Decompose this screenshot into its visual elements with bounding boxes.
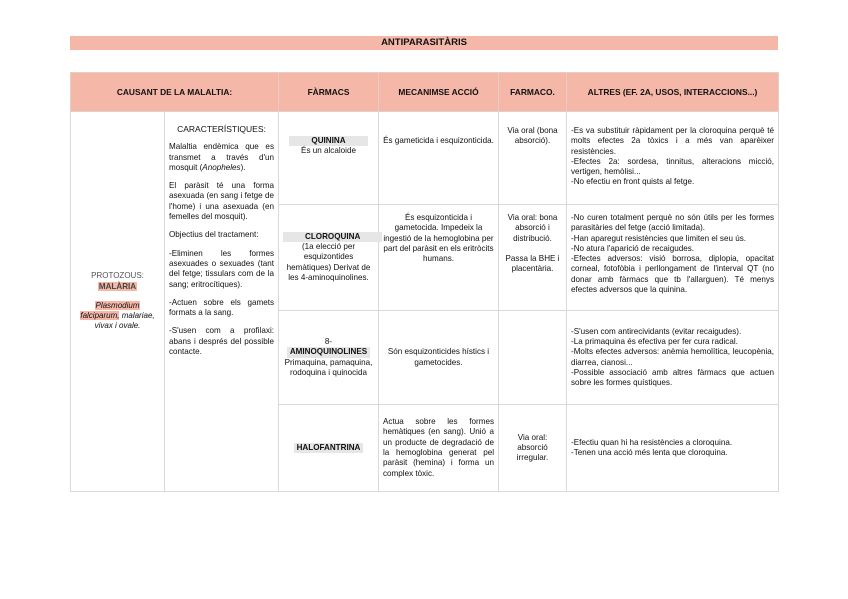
others-item: -La primaquina és efectiva per fer cura radical.	[571, 336, 738, 346]
pharmaco-cell	[499, 311, 567, 405]
pharmaco-text: Via oral: bona absorció i distribució.	[507, 213, 558, 243]
header-cause: CAUSANT DE LA MALALTIA:	[71, 73, 279, 112]
others-item: -Efectiu quan hi ha resistències a cloroquina.	[571, 437, 733, 447]
characteristics-cell	[165, 112, 279, 492]
page-title: ANTIPARASITÀRIS	[70, 36, 778, 50]
characteristics-title: CARACTERÍSTIQUES:	[177, 124, 266, 134]
header-drugs: FÀRMACS	[279, 73, 379, 112]
mechanism-cell: És esquizonticida i gametocida. Impedeix la ingestió de la hemoglobina per part del paràsit en els eritròcits humans.	[379, 205, 499, 311]
pharmaco-cell: Via oral (bona absorció).	[499, 112, 567, 205]
mechanism-cell: Són esquizonticides hístics i gametocides.	[379, 311, 499, 405]
pharmaco-cell	[499, 205, 567, 311]
header-row	[71, 73, 779, 112]
drug-cell	[279, 405, 379, 492]
cause-cell	[71, 112, 165, 492]
others-item: -Tenen una acció més lenta que cloroquina.	[571, 448, 728, 457]
drug-prefix: 8-	[324, 336, 333, 346]
others-item: -Han aparegut resistències que limiten el seu ús.	[571, 233, 747, 243]
species-main: Plasmodium falciparum,	[80, 300, 140, 321]
characteristics-p6: -S'usen com a profilaxi: abans i després del possible contacte.	[169, 326, 274, 357]
others-item: -No curen totalment perquè no són útils per les formes parasitàries del fetge (acció limitada).	[571, 213, 774, 233]
others-item: -Efectes adversos: visió borrosa, diplopia, opacitat corneal, fotofòbia i perllongament de l'interval QT (no donar amb fàrmacs que tb l'allarguen). Té menys efectes adversos que la quinina.	[571, 254, 774, 295]
drug-cell	[279, 205, 379, 311]
header-pharmaco: FARMACO.	[499, 73, 567, 112]
drug-note: És un alcaloide	[301, 146, 356, 156]
characteristics-p5: -Actuen sobre els gamets formats a la sang.	[169, 297, 274, 318]
mechanism-cell: És gameticida i esquizonticida.	[379, 112, 499, 205]
others-cell	[567, 112, 779, 205]
others-item: -No efectiu en front quists al fetge.	[571, 177, 695, 187]
characteristics-p2: El paràsit té una forma asexuada (en sang i fetge de l'home) i una asexuada (en femelles del mosquit).	[169, 181, 274, 222]
characteristics-p3: Objectius del tractament:	[169, 230, 259, 240]
characteristics-p4: -Eliminen les formes asexuades o sexuades (tant del fetge; tissulars com de la sang; eritrocítiques).	[169, 248, 274, 289]
others-item: -Efectes 2a: sordesa, tinnitus, alteracions micció, vertigen, hemòlisi...	[571, 156, 774, 177]
drug-note: (1a elecció per esquizontides hemàtiques) Derivat de les 4-aminoquinolines.	[286, 242, 371, 282]
mechanism-cell: Actua sobre les formes hemàtiques (en sang). Unió a un producte de degradació de la hemoglobina generat pel paràsit (hemina) i forma un complex tòxic.	[379, 405, 499, 492]
others-item: -Possible associació amb altres fàrmacs que actuen sobre les formes quístiques.	[571, 367, 774, 388]
drug-note: Primaquina, pamaquina, rodoquina i quinocida	[284, 357, 373, 377]
others-item: -Es va substituir ràpidament per la cloroquina perquè té molts efectes 2a tòxics i a més van aparèixer resistències.	[571, 126, 774, 156]
others-cell	[567, 205, 779, 311]
drug-cell	[279, 112, 379, 205]
drug-name: CLOROQUINA	[283, 232, 382, 242]
drug-name: AMINOQUINOLINES	[287, 347, 370, 357]
pharmaco-extra: Passa la BHE i placentària.	[505, 253, 560, 274]
others-item: -No atura l'aparició de recaigudes.	[571, 243, 695, 253]
drug-cell	[279, 311, 379, 405]
others-item: -S'usen com antirecividants (evitar recaigudes).	[571, 326, 742, 336]
header-others: ALTRES (EF. 2A, USOS, INTERACCIONS...)	[567, 73, 779, 112]
species-list	[75, 301, 160, 332]
antiparasitics-table	[70, 72, 779, 492]
drug-name: HALOFANTRINA	[294, 443, 364, 453]
disease-label: MALÀRIA	[98, 281, 137, 291]
species-rest: malariae, vivax i ovale.	[94, 311, 155, 331]
cause-group: PROTOZOUS:	[91, 271, 144, 281]
characteristics-p1: Malaltia endèmica que es transmet a través d'un mosquit (Anopheles).	[169, 142, 274, 172]
drug-name: QUININA	[289, 136, 367, 146]
table-row	[71, 112, 779, 205]
others-cell	[567, 311, 779, 405]
others-cell	[567, 405, 779, 492]
pharmaco-cell: Via oral: absorció irregular.	[499, 405, 567, 492]
header-mechanism: MECANIMSE ACCIÓ	[379, 73, 499, 112]
others-item: -Molts efectes adversos: anèmia hemolítica, leucopènia, diarrea, cianosi...	[571, 347, 774, 367]
